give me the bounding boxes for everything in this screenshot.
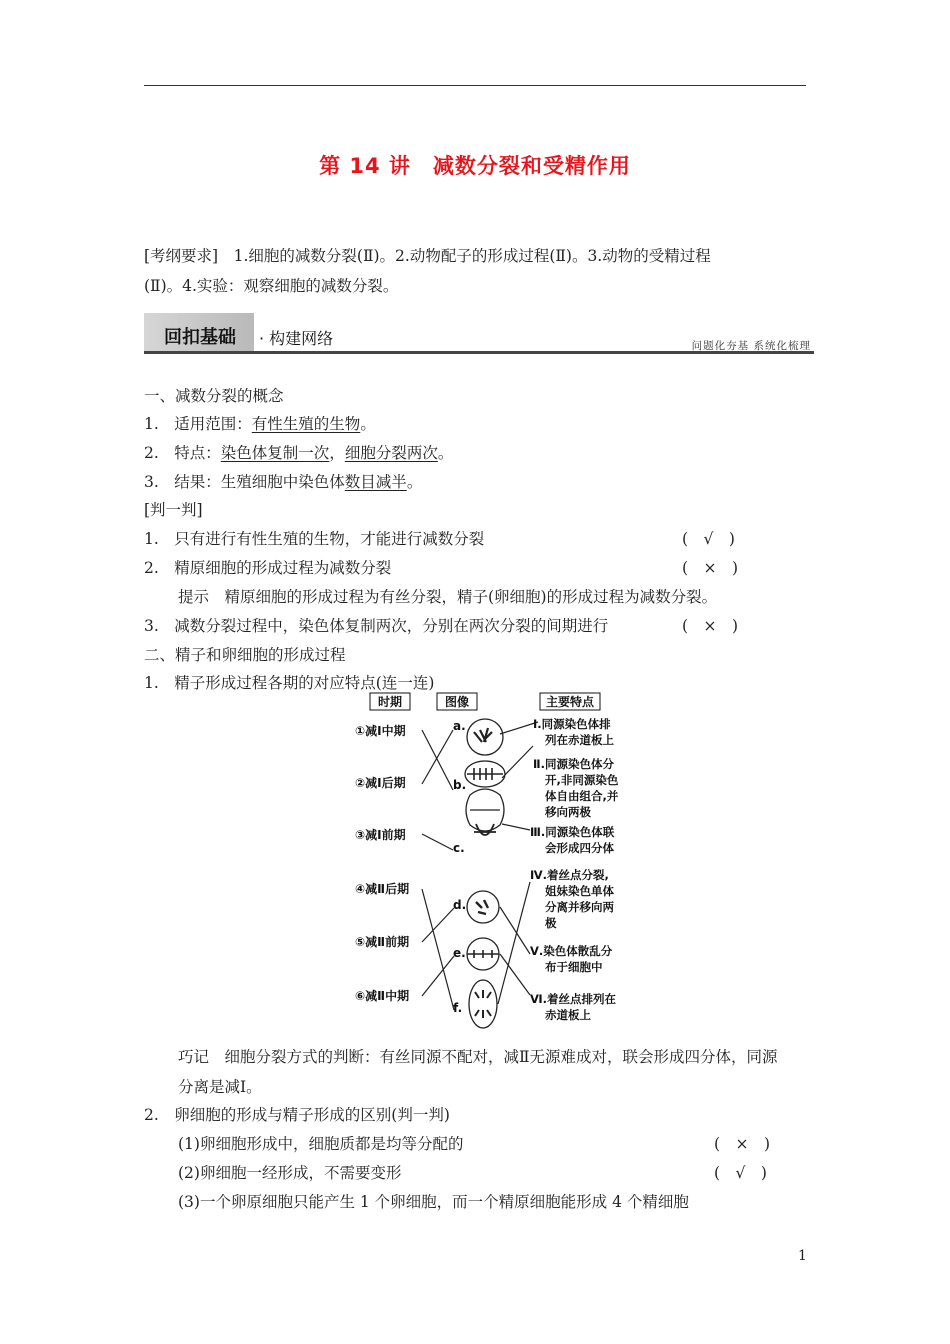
answer-scope: 有性生殖的生物 xyxy=(251,415,361,433)
judge-mark-3: ( × ) xyxy=(682,617,739,635)
header-rule xyxy=(144,85,806,86)
link-image-b-feature1 xyxy=(502,746,533,778)
header-image: 图像 xyxy=(444,695,470,709)
requirements-label: [考纲要求] xyxy=(144,247,219,265)
feature-3-line-1: Ⅲ.同源染色体联 xyxy=(530,825,615,839)
feature-1-line-1: Ⅰ.同源染色体排 xyxy=(533,717,611,731)
period-2: ②减Ⅰ后期 xyxy=(355,776,406,790)
features-group-1 xyxy=(530,717,619,855)
banner-subtitle: · 构建网络 xyxy=(259,329,334,348)
requirements-line-2: (Ⅱ)。4.实验：观察细胞的减数分裂。 xyxy=(144,277,399,295)
section2-item-1: 1. 精子形成过程各期的对应特点(连一连) xyxy=(144,674,435,692)
judge-mark-1: ( √ ) xyxy=(682,530,735,548)
link-image-f-feature4 xyxy=(498,882,530,1004)
image-label-d: d. xyxy=(453,898,467,912)
feature-4-line-2: 姐妹染色单体 xyxy=(545,884,614,898)
matching-lines xyxy=(422,722,538,1010)
concept-feature: 2. 特点：染色体复制一次，细胞分裂两次。 xyxy=(144,444,454,462)
chromosomes-d xyxy=(476,900,488,914)
period-4: ④减Ⅱ后期 xyxy=(355,882,410,896)
link-period3-image-c xyxy=(422,834,453,850)
features-group-2 xyxy=(530,868,617,1022)
image-label-e: e. xyxy=(453,946,466,960)
feature-6-line-1: Ⅵ.着丝点排列在 xyxy=(530,992,617,1006)
egg-mark-1: ( × ) xyxy=(714,1135,771,1153)
feature-6-line-2: 赤道板上 xyxy=(545,1008,591,1022)
link-period4-image-f xyxy=(422,889,454,1010)
section2-heading: 二、精子和卵细胞的形成过程 xyxy=(144,646,346,664)
answer-feature-1: 染色体复制一次 xyxy=(220,444,330,462)
feature-2-line-2: 开,非同源染色 xyxy=(545,773,619,787)
feature-1-line-2: 列在赤道板上 xyxy=(545,733,614,747)
chromosomes-f xyxy=(475,990,491,1018)
header-period: 时期 xyxy=(377,695,403,709)
banner-tagline: 问题化夯基 系统化梳理 xyxy=(691,340,811,352)
mnemonic-line-1: 巧记 细胞分裂方式的判断：有丝同源不配对，减Ⅱ无源难成对，联会形成四分体，同源 xyxy=(178,1048,778,1066)
cell-image-f xyxy=(469,980,497,1028)
image-label-b: b. xyxy=(453,778,467,792)
egg-question-1: (1)卵细胞形成中，细胞质都是均等分配的 xyxy=(178,1135,464,1153)
egg-question-3: (3)一个卵原细胞只能产生 1 个卵细胞，而一个精原细胞能形成 4 个精细胞 xyxy=(178,1193,689,1211)
concept-result: 3. 结果：生殖细胞中染色体数目减半。 xyxy=(144,473,423,491)
concept-scope: 1. 适用范围：有性生殖的生物。 xyxy=(144,415,376,433)
link-period5-image-d xyxy=(422,908,454,942)
header-feature: 主要特点 xyxy=(545,695,595,709)
period-6: ⑥减Ⅱ中期 xyxy=(355,989,410,1003)
section-banner xyxy=(144,313,814,355)
judge-question-2: 2. 精原细胞的形成过程为减数分裂 xyxy=(144,559,392,577)
chromosomes-a xyxy=(474,728,492,742)
period-3: ③减Ⅰ前期 xyxy=(355,828,406,842)
cell-image-d xyxy=(467,891,499,923)
image-label-c: c. xyxy=(453,841,465,855)
cell-images-meiosis-1 xyxy=(465,719,505,835)
judge-mark-2: ( × ) xyxy=(682,559,739,577)
requirements-line-1: [考纲要求] 1.细胞的减数分裂(Ⅱ)。2.动物配子的形成过程(Ⅱ)。3.动物的受精过程 xyxy=(144,247,711,265)
feature-4-line-3: 分离并移向两 xyxy=(545,900,614,914)
judge-question-1: 1. 只有进行有性生殖的生物，才能进行减数分裂 xyxy=(144,530,485,548)
banner-main-title: 回扣基础 xyxy=(164,327,236,348)
feature-5-line-2: 布于细胞中 xyxy=(545,960,603,974)
chromosomes-e xyxy=(467,950,499,958)
feature-2-line-3: 体自由组合,并 xyxy=(545,789,619,803)
chromosomes-b xyxy=(467,768,503,780)
feature-2-line-4: 移向两极 xyxy=(545,805,591,819)
judge-question-3: 3. 减数分裂过程中，染色体复制两次，分别在两次分裂的间期进行 xyxy=(144,617,609,635)
link-image-e-feature6 xyxy=(500,954,530,995)
feature-5-line-1: Ⅴ.染色体散乱分 xyxy=(530,944,613,958)
cell-images-meiosis-2 xyxy=(467,891,499,1028)
feature-4-line-4: 极 xyxy=(545,916,557,930)
exam-requirements xyxy=(144,241,809,301)
feature-2-line-1: Ⅱ.同源染色体分 xyxy=(533,757,614,771)
judge-label: [判一判] xyxy=(144,501,203,519)
feature-3-line-2: 会形成四分体 xyxy=(545,841,614,855)
section2-item-2: 2. 卵细胞的形成与精子形成的区别(判一判) xyxy=(144,1106,450,1124)
judge-hint: 提示 精原细胞的形成过程为有丝分裂，精子(卵细胞)的形成过程为减数分裂。 xyxy=(178,588,718,606)
link-image-d-feature5 xyxy=(500,907,530,954)
answer-result: 数目减半 xyxy=(344,473,407,491)
matching-diagram xyxy=(350,692,640,1037)
period-5: ⑤减Ⅱ前期 xyxy=(355,935,410,949)
period-1: ①减Ⅰ中期 xyxy=(355,724,406,738)
mnemonic-line-2: 分离是减Ⅰ。 xyxy=(178,1078,262,1096)
feature-4-line-1: Ⅳ.着丝点分裂, xyxy=(530,868,609,882)
egg-mark-2: ( √ ) xyxy=(714,1164,767,1182)
link-image-c-feature3 xyxy=(502,824,530,830)
image-label-f: f. xyxy=(453,1001,463,1015)
page-title: 第 14 讲 减数分裂和受精作用 xyxy=(319,154,631,178)
section1-heading: 一、减数分裂的概念 xyxy=(144,387,284,405)
image-label-a: a. xyxy=(453,719,466,733)
egg-question-2: (2)卵细胞一经形成，不需要变形 xyxy=(178,1164,402,1182)
page-number: 1 xyxy=(798,1248,807,1264)
answer-feature-2: 细胞分裂两次 xyxy=(344,444,438,462)
